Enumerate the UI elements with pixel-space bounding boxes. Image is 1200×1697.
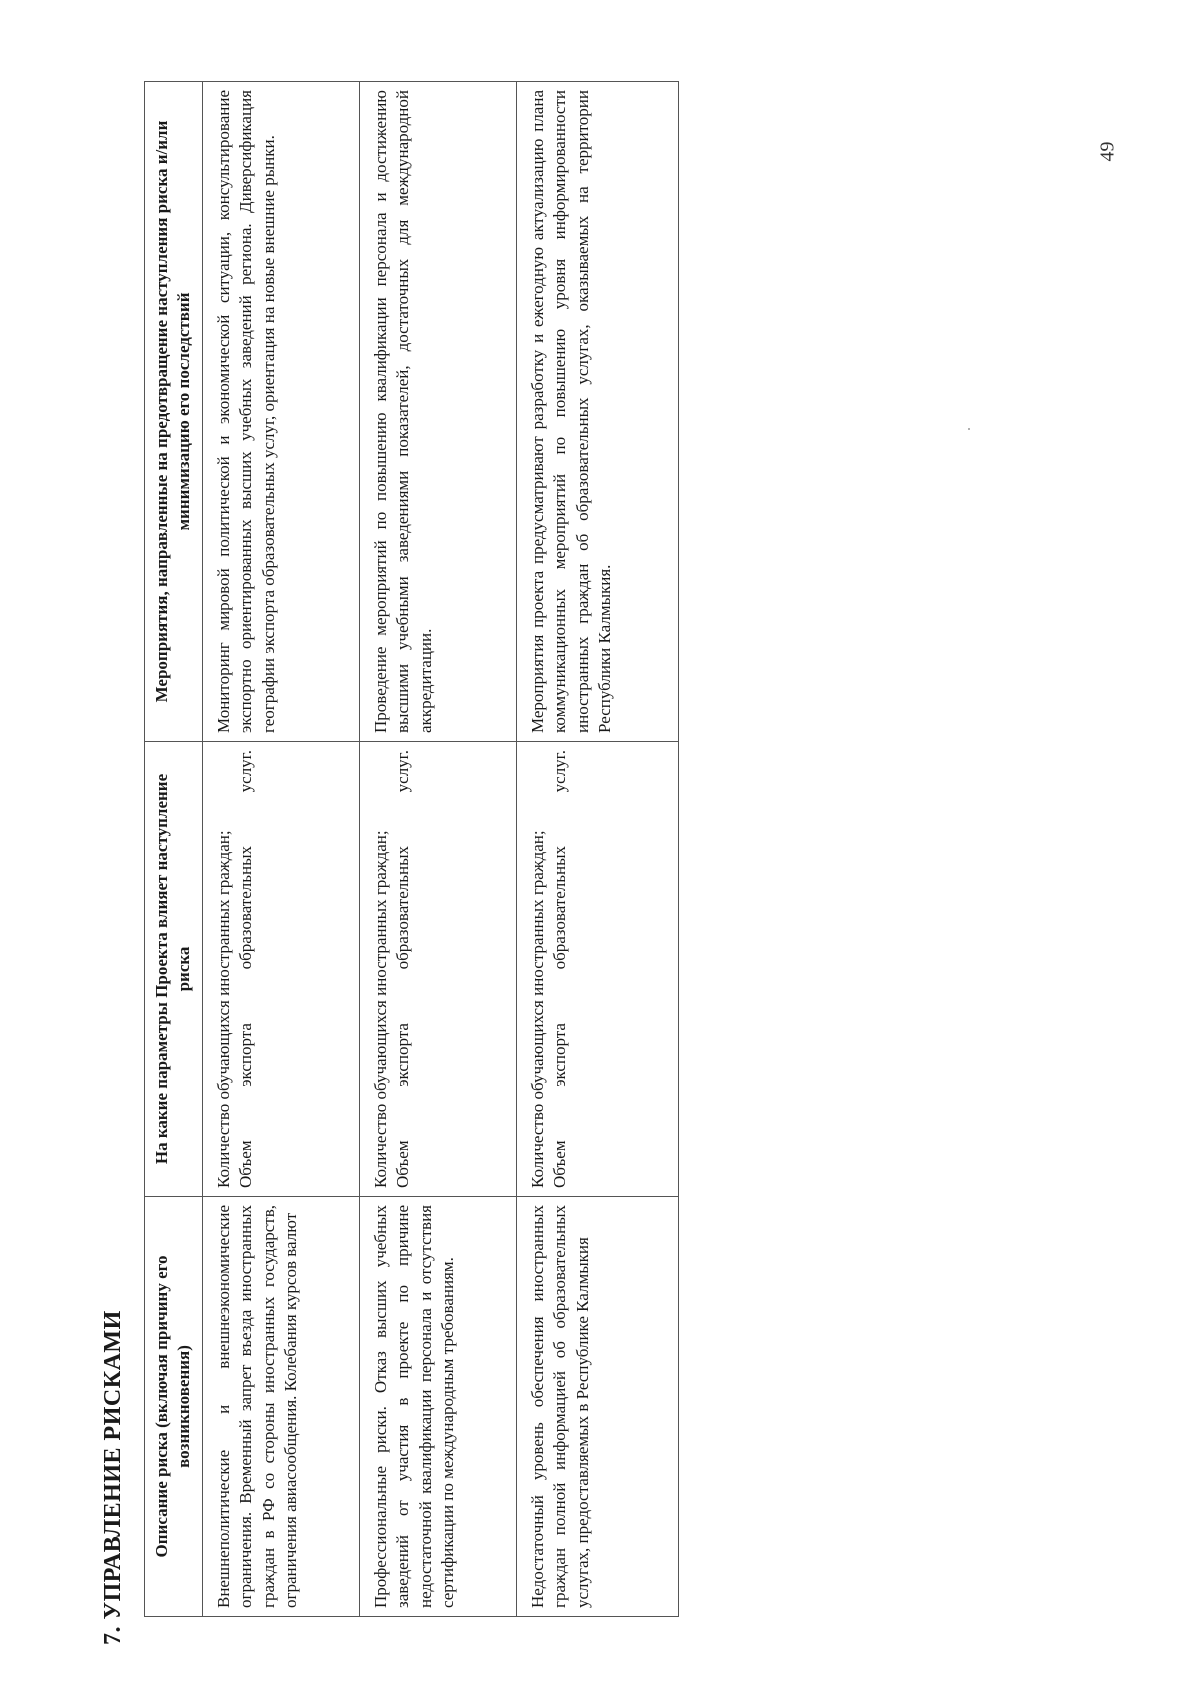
risk-description-cell: Внешнеполитические и внешнеэкономические ограничения. Временный запрет въезда иностранных граждан в РФ со стороны иностранных государств, ограничения авиасообщения. Колебания курсов валют (202, 1197, 359, 1617)
table-row (202, 82, 359, 1617)
table-row (359, 82, 516, 1617)
header-mitigation-measures: Мероприятия, направленные на предотвращение наступления риска и/или минимизацию его последствий (145, 82, 203, 742)
table-header-row (145, 82, 203, 1617)
affected-parameters-cell (359, 742, 516, 1197)
risk-description-cell: Профессиональные риски. Отказ высших учебных заведений от участия в проекте по причине недостаточной квалификации персонала и отсутствия сертификации по международным требованиям. (359, 1197, 516, 1617)
affected-parameters-cell (202, 742, 359, 1197)
parameter-item: Объем экспорта образовательных услуг. (550, 750, 570, 1188)
table-row (516, 82, 678, 1617)
parameter-item: Объем экспорта образовательных услуг. (236, 750, 256, 1188)
header-risk-description: Описание риска (включая причину его возникновения) (145, 1197, 203, 1617)
page-number: 49 (1096, 141, 1119, 162)
parameter-item: Количество обучающихся иностранных граждан; (527, 830, 547, 1188)
rotated-page-content (100, 60, 1100, 1645)
parameter-item: Количество обучающихся иностранных граждан; (213, 830, 233, 1188)
mitigation-measures-cell: Мероприятия проекта предусматривают разработку и ежегодную актуализацию плана коммуникационных мероприятий по повышению уровня информированности иностранных граждан об образовательных услугах, оказываемых на территории Республики Калмыкия. (516, 82, 678, 742)
risk-description-cell: Недостаточный уровень обеспечения иностранных граждан полной информацией об образовательных услугах, предоставляемых в Республике Калмыкия (516, 1197, 678, 1617)
scan-artifact-dot (968, 428, 970, 430)
affected-parameters-cell (516, 742, 678, 1197)
risk-management-table (144, 81, 679, 1617)
header-affected-parameters: На какие параметры Проекта влияет наступление риска (145, 742, 203, 1197)
section-title: 7. УПРАВЛЕНИЕ РИСКАМИ (100, 1310, 126, 1645)
parameter-item: Количество обучающихся иностранных граждан; (370, 830, 390, 1188)
parameter-item: Объем экспорта образовательных услуг. (393, 750, 413, 1188)
mitigation-measures-cell: Мониторинг мировой политической и экономической ситуации, консультирование экспортно ориентированных высших учебных заведений региона. Диверсификация географии экспорта образовательных услуг, ориентация на новые внешние рынки. (202, 82, 359, 742)
mitigation-measures-cell: Проведение мероприятий по повышению квалификации персонала и достижению высшими учебными заведениями показателей, достаточных для международной аккредитации. (359, 82, 516, 742)
